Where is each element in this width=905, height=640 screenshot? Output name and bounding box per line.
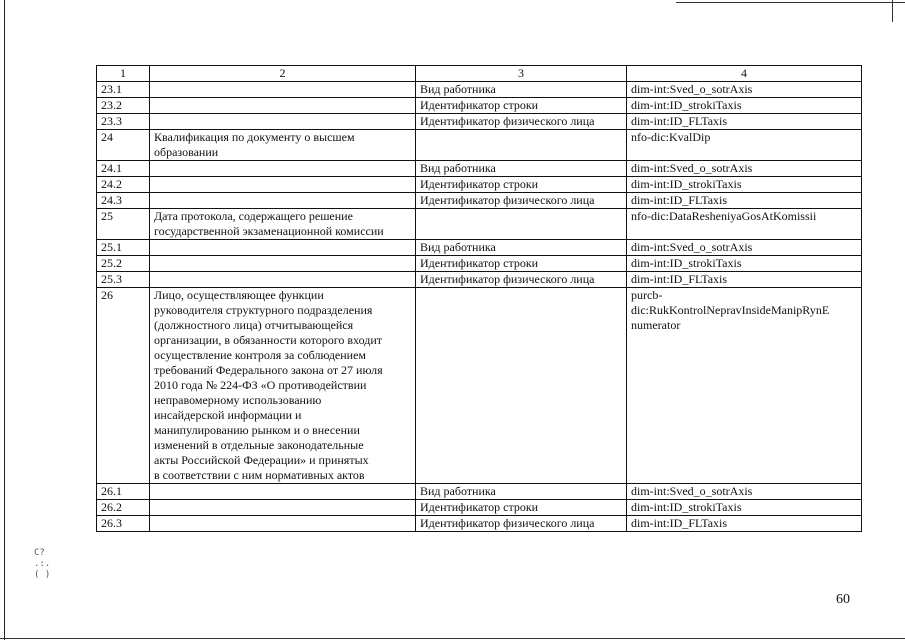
indicator-name-cell: Лицо, осуществляющее функции руководителя структурного подразделения (должностного лица) отчитывающейся организации, в обязанности которого входит осуществление контроля за соблюдением требований Федерального закона от 27 июля 2010 года № 224-ФЗ «О противодействии неправомерному использованию инсайдерской информации и манипулированию рынком и о внесении изменений в отдельные законодательные акты Российской Федерации» и принятых в соответствии с ним нормативных актов	[150, 288, 416, 484]
row-number-cell: 25.1	[97, 240, 150, 256]
row-number-cell: 23.3	[97, 114, 150, 130]
taxonomy-table	[96, 65, 862, 532]
page-number: 60	[836, 592, 850, 607]
taxonomy-element-cell: dim-int:Sved_o_sotrAxis	[627, 82, 862, 98]
scan-artifact-mark: С? .:. ( )	[34, 548, 51, 580]
header-cell-element: 4	[627, 66, 862, 82]
taxonomy-element-cell: dim-int:ID_FLTaxis	[627, 114, 862, 130]
indicator-name-cell	[150, 161, 416, 177]
row-number-cell: 26	[97, 288, 150, 484]
indicator-name-cell	[150, 98, 416, 114]
taxonomy-element-cell: dim-int:ID_FLTaxis	[627, 193, 862, 209]
row-number-cell: 25.2	[97, 256, 150, 272]
dimension-cell: Идентификатор физического лица	[416, 114, 627, 130]
row-number-cell: 24.1	[97, 161, 150, 177]
header-cell-num: 1	[97, 66, 150, 82]
row-number-cell: 24.3	[97, 193, 150, 209]
scan-edge-left	[4, 0, 5, 640]
dimension-cell: Вид работника	[416, 240, 627, 256]
taxonomy-element-cell: purcb- dic:RukKontrolNepravInsideManipRynE numerator	[627, 288, 862, 484]
taxonomy-element-cell: dim-int:ID_FLTaxis	[627, 272, 862, 288]
row-number-cell: 24	[97, 130, 150, 161]
indicator-name-cell	[150, 193, 416, 209]
dimension-cell: Идентификатор физического лица	[416, 516, 627, 532]
dimension-cell: Идентификатор физического лица	[416, 193, 627, 209]
table-row	[97, 193, 862, 209]
table-row	[97, 516, 862, 532]
indicator-name-cell	[150, 500, 416, 516]
table-row	[97, 484, 862, 500]
indicator-name-cell	[150, 272, 416, 288]
dimension-cell	[416, 288, 627, 484]
header-cell-name: 2	[150, 66, 416, 82]
table-row	[97, 82, 862, 98]
table-row	[97, 161, 862, 177]
row-number-cell: 26.1	[97, 484, 150, 500]
table-row	[97, 130, 862, 161]
dimension-cell: Вид работника	[416, 484, 627, 500]
dimension-cell	[416, 209, 627, 240]
dimension-cell: Идентификатор строки	[416, 98, 627, 114]
indicator-name-cell: Квалификация по документу о высшем образовании	[150, 130, 416, 161]
taxonomy-element-cell: dim-int:ID_strokiTaxis	[627, 256, 862, 272]
indicator-name-cell	[150, 516, 416, 532]
row-number-cell: 25	[97, 209, 150, 240]
indicator-name-cell	[150, 177, 416, 193]
taxonomy-element-cell: dim-int:Sved_o_sotrAxis	[627, 484, 862, 500]
table-row	[97, 256, 862, 272]
scan-edge-right	[892, 0, 893, 22]
table-row	[97, 500, 862, 516]
table-row	[97, 209, 862, 240]
scan-edge-top	[676, 2, 905, 3]
taxonomy-element-cell: dim-int:ID_FLTaxis	[627, 516, 862, 532]
indicator-name-cell: Дата протокола, содержащего решение государственной экзаменационной комиссии	[150, 209, 416, 240]
table-header-row	[97, 66, 862, 82]
taxonomy-element-cell: dim-int:ID_strokiTaxis	[627, 98, 862, 114]
taxonomy-element-cell: dim-int:Sved_o_sotrAxis	[627, 161, 862, 177]
row-number-cell: 23.2	[97, 98, 150, 114]
table-row	[97, 177, 862, 193]
indicator-name-cell	[150, 114, 416, 130]
row-number-cell: 26.2	[97, 500, 150, 516]
indicator-name-cell	[150, 256, 416, 272]
dimension-cell: Идентификатор строки	[416, 500, 627, 516]
taxonomy-element-cell: nfo-dic:DataResheniyaGosAtKomissii	[627, 209, 862, 240]
taxonomy-element-cell: dim-int:ID_strokiTaxis	[627, 177, 862, 193]
dimension-cell	[416, 130, 627, 161]
row-number-cell: 26.3	[97, 516, 150, 532]
dimension-cell: Идентификатор физического лица	[416, 272, 627, 288]
table-row	[97, 114, 862, 130]
dimension-cell: Вид работника	[416, 82, 627, 98]
taxonomy-element-cell: nfo-dic:KvalDip	[627, 130, 862, 161]
taxonomy-element-cell: dim-int:Sved_o_sotrAxis	[627, 240, 862, 256]
dimension-cell: Вид работника	[416, 161, 627, 177]
taxonomy-element-cell: dim-int:ID_strokiTaxis	[627, 500, 862, 516]
row-number-cell: 24.2	[97, 177, 150, 193]
table-row	[97, 240, 862, 256]
dimension-cell: Идентификатор строки	[416, 256, 627, 272]
indicator-name-cell	[150, 484, 416, 500]
row-number-cell: 25.3	[97, 272, 150, 288]
table-row	[97, 288, 862, 484]
dimension-cell: Идентификатор строки	[416, 177, 627, 193]
indicator-name-cell	[150, 240, 416, 256]
table-row	[97, 272, 862, 288]
header-cell-dimension: 3	[416, 66, 627, 82]
indicator-name-cell	[150, 82, 416, 98]
table-row	[97, 98, 862, 114]
row-number-cell: 23.1	[97, 82, 150, 98]
scan-edge-bottom	[0, 638, 905, 639]
